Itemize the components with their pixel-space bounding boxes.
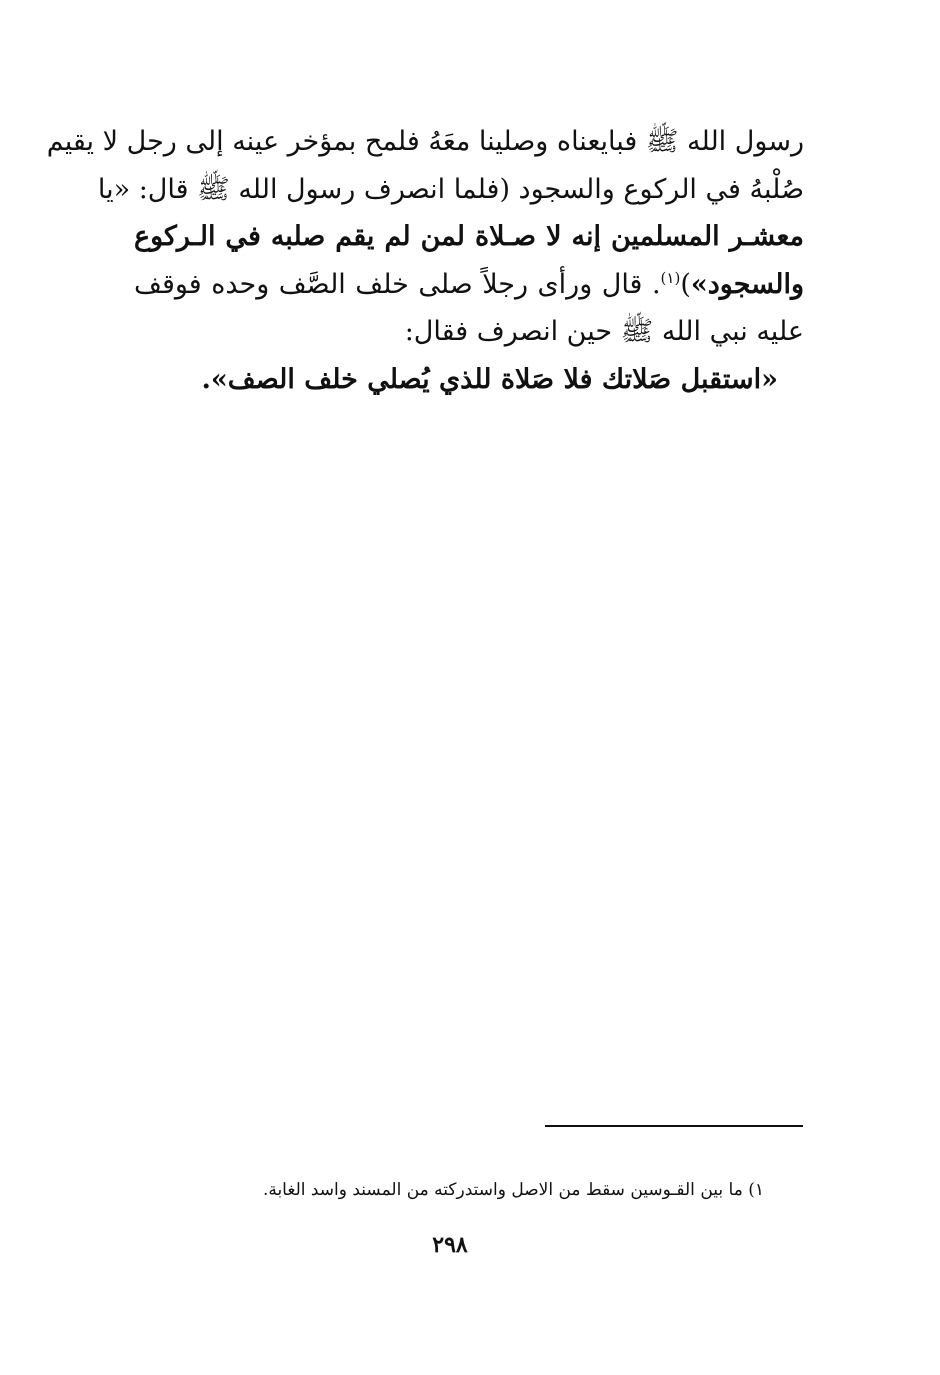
text-line-3: معشـر المسلمين إنه لا صـلاة لمن لم يقم صلبه في الـركوع bbox=[134, 221, 804, 252]
text-line-4 bbox=[134, 261, 804, 309]
footnote bbox=[263, 1180, 764, 1200]
closing-paren: ) bbox=[680, 268, 691, 300]
line-4-rest: . قال ورأى رجلاً صلى خلف الصَّف وحده فوقف bbox=[134, 268, 661, 300]
main-text bbox=[46, 118, 804, 403]
text-line-2: صُلْبهُ في الركوع والسجود (فلما انصرف رسول الله ﷺ قال: «يا bbox=[97, 173, 804, 205]
bold-fragment: والسجود» bbox=[690, 268, 804, 300]
page-number: ٢٩٨ bbox=[432, 1232, 468, 1258]
hadith-quote: «استقبل صَلاتك فلا صَلاة للذي يُصلي خلف الصف». bbox=[201, 363, 778, 395]
footnote-marker: ١) bbox=[748, 1180, 764, 1200]
footnote-divider bbox=[545, 1125, 803, 1127]
footnote-reference: (١) bbox=[660, 268, 681, 287]
footnote-text: ما بين القـوسين سقط من الاصل واستدركته من المسند واسد الغابة. bbox=[262, 1180, 743, 1200]
text-line-1: رسول الله ﷺ فبايعناه وصلينا معَهُ فلمح بمؤخر عينه إلى رجل لا يقيم bbox=[46, 126, 804, 157]
text-line-5: عليه نبي الله ﷺ حين انصرف فقال: bbox=[404, 316, 804, 347]
